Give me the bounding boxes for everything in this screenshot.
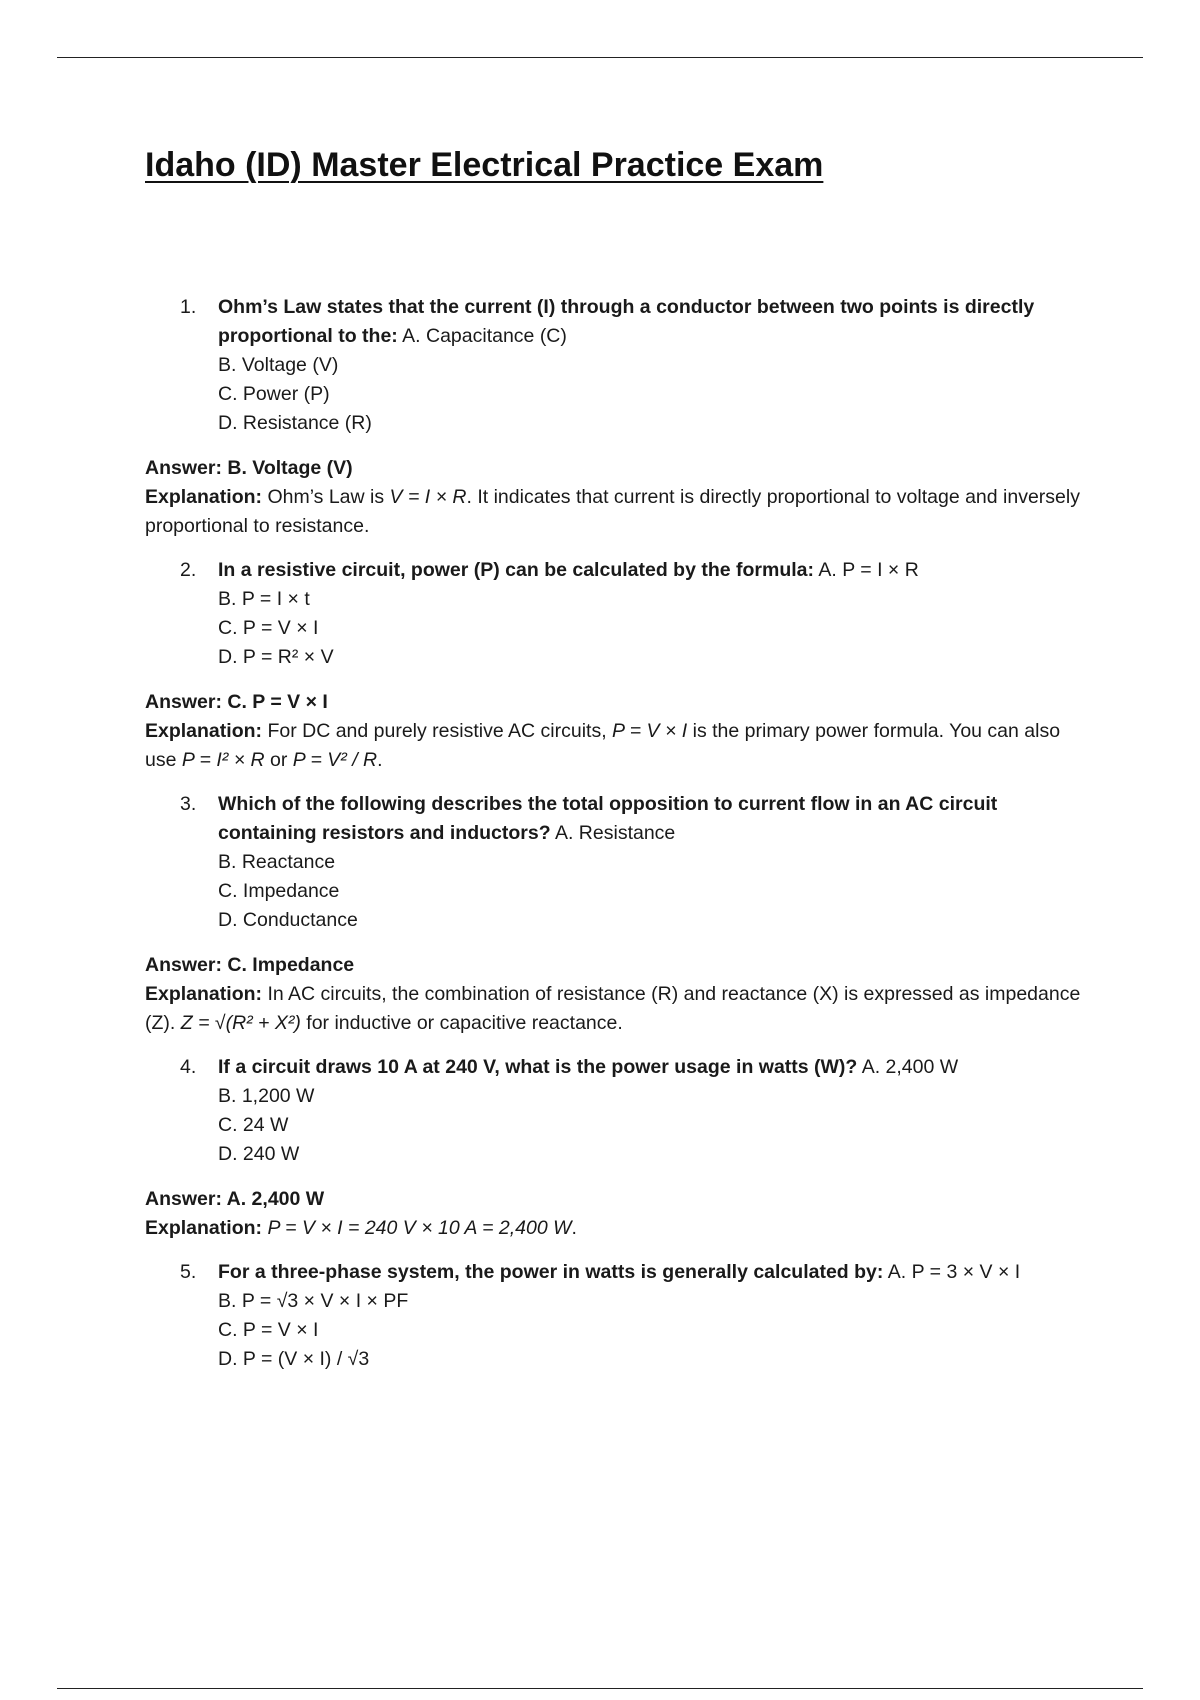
formula: P = V × I [612, 720, 688, 742]
answer-label: Answer: [145, 954, 222, 976]
top-rule [57, 57, 1143, 58]
explanation-label: Explanation: [145, 720, 263, 742]
question-2 [180, 556, 1085, 672]
option-d: D. P = R² × V [218, 646, 334, 668]
option-a: A. Capacitance (C) [402, 325, 567, 347]
explanation [145, 483, 1085, 541]
explanation-text: . [377, 749, 383, 771]
option-c: C. P = V × I [218, 1319, 319, 1341]
option-c: C. Impedance [218, 880, 340, 902]
explanation-label: Explanation: [145, 486, 263, 508]
answer-line [145, 688, 1085, 717]
explanation [145, 1214, 1085, 1243]
question-text: For a three-phase system, the power in watts is generally calculated by: [218, 1261, 884, 1283]
question-5 [180, 1258, 1085, 1374]
answer-value: C. P = V × I [227, 691, 328, 713]
explanation-label: Explanation: [145, 983, 263, 1005]
explanation-text: . It indicates that current is directly proportional to voltage and inversely proportional to resistance. [145, 486, 1080, 537]
explanation [145, 717, 1085, 775]
question-text: Which of the following describes the total opposition to current flow in an AC circuit containing resistors and inductors? [218, 793, 998, 844]
answer-block-4 [145, 1185, 1085, 1243]
option-b: B. P = √3 × V × I × PF [218, 1290, 409, 1312]
answer-label: Answer: [145, 691, 222, 713]
explanation-text: for inductive or capacitive reactance. [300, 1012, 623, 1034]
answer-block-1 [145, 454, 1085, 541]
option-a: A. P = 3 × V × I [887, 1261, 1021, 1283]
page-title: Idaho (ID) Master Electrical Practice Exam [145, 146, 824, 184]
formula: P = V × I = 240 V × 10 A = 2,400 W [267, 1217, 572, 1239]
answer-value: A. 2,400 W [226, 1188, 325, 1210]
bottom-rule [57, 1688, 1143, 1689]
answer-value: C. Impedance [227, 954, 355, 976]
option-c: C. Power (P) [218, 383, 330, 405]
question-3 [180, 790, 1085, 935]
question-4 [180, 1053, 1085, 1169]
answer-line [145, 951, 1085, 980]
answer-label: Answer: [145, 1188, 222, 1210]
question-number: 1. [180, 296, 197, 318]
question-number: 2. [180, 559, 197, 581]
option-c: C. 24 W [218, 1114, 289, 1136]
question-text: In a resistive circuit, power (P) can be calculated by the formula: [218, 559, 815, 581]
option-d: D. Conductance [218, 909, 358, 931]
explanation-text: For DC and purely resistive AC circuits, [267, 720, 613, 742]
explanation [145, 980, 1085, 1038]
option-b: B. P = I × t [218, 588, 310, 610]
question-number: 4. [180, 1056, 197, 1078]
answer-block-2 [145, 688, 1085, 775]
option-a: A. Resistance [554, 822, 676, 844]
answer-line [145, 454, 1085, 483]
explanation-text: or [264, 749, 293, 771]
answer-value: B. Voltage (V) [227, 457, 353, 479]
answer-line [145, 1185, 1085, 1214]
option-d: D. 240 W [218, 1143, 300, 1165]
explanation-text: In AC circuits, the combination of resistance (R) and reactance (X) is expressed as impedance (Z). [145, 983, 1081, 1034]
formula: V = I × R [389, 486, 467, 508]
formula: P = V² / R [292, 749, 378, 771]
question-number: 5. [180, 1261, 197, 1283]
explanation-label: Explanation: [145, 1217, 263, 1239]
explanation-text: Ohm’s Law is [267, 486, 390, 508]
option-a: A. 2,400 W [861, 1056, 959, 1078]
document-page [145, 140, 1085, 1374]
answer-label: Answer: [145, 457, 222, 479]
question-number: 3. [180, 793, 197, 815]
option-b: B. Reactance [218, 851, 336, 873]
option-b: B. Voltage (V) [218, 354, 339, 376]
formula: P = I² × R [181, 749, 265, 771]
explanation-text: is the primary power formula. You can also use [145, 720, 1061, 771]
formula: Z = √(R² + X²) [180, 1012, 301, 1034]
explanation-text: . [571, 1217, 577, 1239]
answer-block-3 [145, 951, 1085, 1038]
option-c: C. P = V × I [218, 617, 319, 639]
question-text: Ohm’s Law states that the current (I) through a conductor between two points is directly proportional to the: [218, 296, 1035, 347]
question-1 [180, 293, 1085, 438]
option-b: B. 1,200 W [218, 1085, 315, 1107]
option-d: D. Resistance (R) [218, 412, 372, 434]
option-a: A. P = I × R [818, 559, 919, 581]
question-text: If a circuit draws 10 A at 240 V, what is the power usage in watts (W)? [218, 1056, 858, 1078]
option-d: D. P = (V × I) / √3 [218, 1348, 370, 1370]
